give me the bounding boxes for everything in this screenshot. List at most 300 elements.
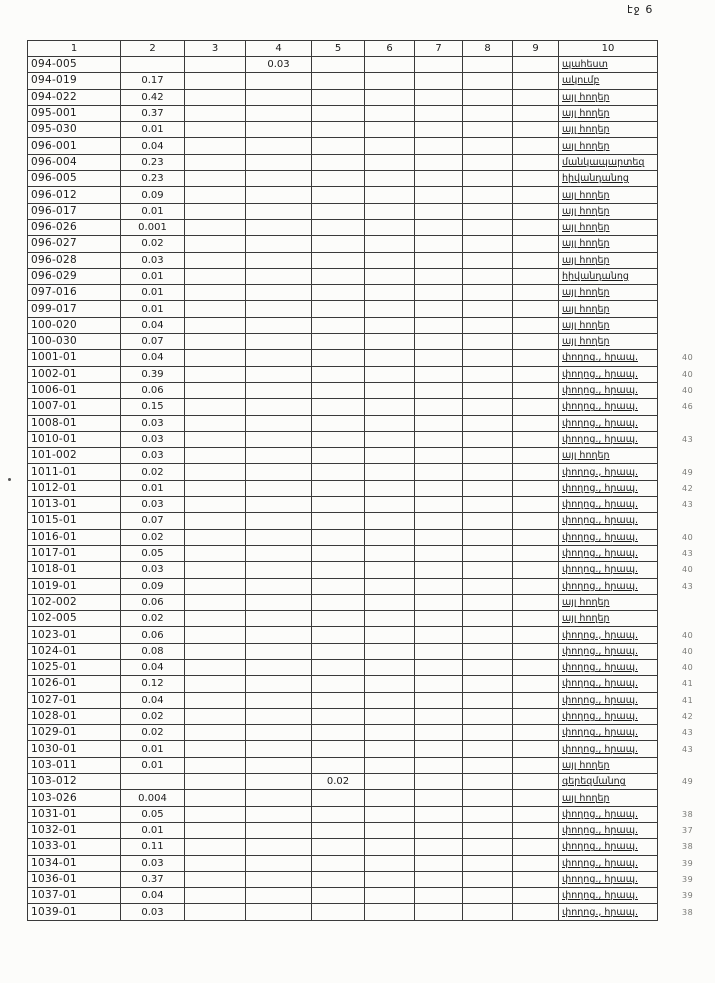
cell-col4 — [246, 594, 312, 610]
cell-col2: 0.11 — [121, 839, 185, 855]
cell-col8 — [463, 545, 513, 561]
cell-col9 — [513, 692, 559, 708]
cell-col7 — [415, 464, 463, 480]
margin-note: 38 — [682, 809, 694, 819]
cell-col5 — [312, 725, 365, 741]
cell-col5 — [312, 545, 365, 561]
cell-col8 — [463, 594, 513, 610]
cell-col3 — [185, 725, 246, 741]
margin-note — [658, 236, 700, 252]
cell-col5 — [312, 138, 365, 154]
cell-col4 — [246, 545, 312, 561]
cell-col4 — [246, 252, 312, 268]
cell-col4 — [246, 659, 312, 675]
cell-col6 — [365, 757, 415, 773]
table-body — [28, 57, 700, 921]
cell-col1: 1017-01 — [28, 545, 121, 561]
table-row — [28, 839, 700, 855]
cell-col8 — [463, 415, 513, 431]
cell-col10: փողոց., հրապ. — [559, 366, 658, 382]
margin-note: 49 — [682, 777, 694, 787]
cell-col2: 0.04 — [121, 138, 185, 154]
table-row — [28, 627, 700, 643]
cell-col8 — [463, 268, 513, 284]
margin-note: 39 — [682, 858, 694, 868]
cell-col4 — [246, 497, 312, 513]
margin-note: 41 — [682, 679, 694, 689]
cell-col6 — [365, 464, 415, 480]
table-row — [28, 415, 700, 431]
cell-col6 — [365, 578, 415, 594]
cell-col10: փողոց., հրապ. — [559, 708, 658, 724]
cell-col9 — [513, 497, 559, 513]
cell-col10: պահեստ — [559, 57, 658, 73]
margin-note — [658, 219, 700, 235]
cell-col4 — [246, 187, 312, 203]
cell-col2: 0.07 — [121, 334, 185, 350]
cell-col4 — [246, 219, 312, 235]
cell-col4 — [246, 725, 312, 741]
cell-col2: 0.001 — [121, 219, 185, 235]
cell-col2: 0.03 — [121, 562, 185, 578]
cell-col2: 0.09 — [121, 187, 185, 203]
cell-col6 — [365, 692, 415, 708]
margin-note: 39 — [682, 891, 694, 901]
cell-col6 — [365, 252, 415, 268]
table-header-row — [28, 41, 700, 57]
cell-col3 — [185, 366, 246, 382]
cell-col4 — [246, 317, 312, 333]
cell-col10: այլ հողեր — [559, 105, 658, 121]
cell-col6 — [365, 187, 415, 203]
cell-col9 — [513, 350, 559, 366]
table-row — [28, 154, 700, 170]
margin-note: 42 — [682, 483, 694, 493]
cell-col6 — [365, 839, 415, 855]
cell-col1: 1027-01 — [28, 692, 121, 708]
cell-col6 — [365, 301, 415, 317]
table-row — [28, 871, 700, 887]
cell-col2: 0.08 — [121, 643, 185, 659]
cell-col1: 1034-01 — [28, 855, 121, 871]
cell-col4 — [246, 350, 312, 366]
table-row — [28, 464, 700, 480]
cell-col5 — [312, 627, 365, 643]
cell-col9 — [513, 252, 559, 268]
cell-col3 — [185, 138, 246, 154]
margin-note — [658, 268, 700, 284]
cell-col3 — [185, 871, 246, 887]
cell-col10: փողոց., հրապ. — [559, 415, 658, 431]
cell-col1: 102-005 — [28, 611, 121, 627]
cell-col10: փողոց., հրապ. — [559, 350, 658, 366]
table-row — [28, 366, 700, 382]
cell-col10: փողոց., հրապ. — [559, 578, 658, 594]
table-row — [28, 708, 700, 724]
cell-col5 — [312, 57, 365, 73]
cell-col7 — [415, 692, 463, 708]
cell-col4 — [246, 806, 312, 822]
cell-col5 — [312, 448, 365, 464]
cell-col7 — [415, 611, 463, 627]
cell-col7 — [415, 154, 463, 170]
cell-col1: 096-012 — [28, 187, 121, 203]
cell-col8 — [463, 382, 513, 398]
table-row — [28, 171, 700, 187]
cell-col5 — [312, 122, 365, 138]
cell-col9 — [513, 676, 559, 692]
cell-col10: այլ հողեր — [559, 236, 658, 252]
cell-col1: 096-017 — [28, 203, 121, 219]
cell-col5 — [312, 480, 365, 496]
table-row — [28, 594, 700, 610]
cell-col7 — [415, 219, 463, 235]
cell-col2: 0.004 — [121, 790, 185, 806]
cell-col7 — [415, 366, 463, 382]
cell-col4 — [246, 236, 312, 252]
table-row — [28, 105, 700, 121]
cell-col9 — [513, 431, 559, 447]
cell-col6 — [365, 219, 415, 235]
cell-col3 — [185, 676, 246, 692]
cell-col9 — [513, 757, 559, 773]
cell-col5 — [312, 236, 365, 252]
cell-col5 — [312, 822, 365, 838]
cell-col6 — [365, 366, 415, 382]
cell-col7 — [415, 529, 463, 545]
cell-col3 — [185, 154, 246, 170]
cell-col10: փողոց., հրապ. — [559, 855, 658, 871]
cell-col7 — [415, 350, 463, 366]
cell-col5 — [312, 741, 365, 757]
margin-note: 43 — [682, 728, 694, 738]
cell-col1: 094-022 — [28, 89, 121, 105]
cell-col7 — [415, 659, 463, 675]
cell-col4 — [246, 399, 312, 415]
cell-col4 — [246, 839, 312, 855]
cell-col9 — [513, 57, 559, 73]
cell-col5 — [312, 578, 365, 594]
cell-col2: 0.12 — [121, 676, 185, 692]
cell-col6 — [365, 790, 415, 806]
cell-col4 — [246, 822, 312, 838]
cell-col4 — [246, 154, 312, 170]
cell-col4 — [246, 448, 312, 464]
cell-col8 — [463, 725, 513, 741]
cell-col4 — [246, 105, 312, 121]
table-row — [28, 578, 700, 594]
cell-col6 — [365, 497, 415, 513]
cell-col8 — [463, 855, 513, 871]
cell-col1: 103-011 — [28, 757, 121, 773]
margin-note: 39 — [682, 874, 694, 884]
cell-col5 — [312, 187, 365, 203]
cell-col5 — [312, 888, 365, 904]
margin-note — [658, 448, 700, 464]
cell-col6 — [365, 855, 415, 871]
cell-col5 — [312, 334, 365, 350]
cell-col1: 1015-01 — [28, 513, 121, 529]
margin-note: 40 — [682, 353, 694, 363]
cell-col10: փողոց., հրապ. — [559, 643, 658, 659]
cell-col5 — [312, 594, 365, 610]
cell-col1: 103-012 — [28, 774, 121, 790]
cell-col2: 0.42 — [121, 89, 185, 105]
margin-header-spacer — [658, 41, 700, 57]
margin-note — [658, 89, 700, 105]
cell-col10: ակումբ — [559, 73, 658, 89]
cell-col3 — [185, 399, 246, 415]
cell-col7 — [415, 334, 463, 350]
margin-note — [658, 790, 700, 806]
cell-col1: 1018-01 — [28, 562, 121, 578]
table-row — [28, 203, 700, 219]
cell-col3 — [185, 741, 246, 757]
cell-col9 — [513, 708, 559, 724]
cell-col9 — [513, 219, 559, 235]
cell-col8 — [463, 643, 513, 659]
table-row — [28, 888, 700, 904]
cell-col2: 0.23 — [121, 171, 185, 187]
cell-col4 — [246, 871, 312, 887]
cell-col7 — [415, 252, 463, 268]
cell-col2: 0.04 — [121, 888, 185, 904]
cell-col7 — [415, 774, 463, 790]
cell-col1: 1011-01 — [28, 464, 121, 480]
cell-col6 — [365, 888, 415, 904]
cell-col6 — [365, 822, 415, 838]
cell-col9 — [513, 236, 559, 252]
cell-col10: այլ հողեր — [559, 757, 658, 773]
margin-note: 46 — [682, 402, 694, 412]
cell-col4 — [246, 73, 312, 89]
table-row — [28, 806, 700, 822]
cell-col2: 0.01 — [121, 741, 185, 757]
cell-col5 — [312, 659, 365, 675]
cell-col3 — [185, 643, 246, 659]
cell-col10: այլ հողեր — [559, 252, 658, 268]
cell-col7 — [415, 138, 463, 154]
cell-col10: այլ հողեր — [559, 122, 658, 138]
table-row — [28, 382, 700, 398]
cell-col8 — [463, 529, 513, 545]
cell-col3 — [185, 317, 246, 333]
cell-col6 — [365, 708, 415, 724]
cell-col7 — [415, 757, 463, 773]
cell-col10: հիվանդանոց — [559, 171, 658, 187]
cell-col9 — [513, 806, 559, 822]
cell-col7 — [415, 301, 463, 317]
cell-col3 — [185, 122, 246, 138]
cell-col9 — [513, 334, 559, 350]
cell-col7 — [415, 448, 463, 464]
cell-col6 — [365, 774, 415, 790]
cell-col1: 096-027 — [28, 236, 121, 252]
cell-col2: 0.39 — [121, 366, 185, 382]
cell-col2: 0.03 — [121, 252, 185, 268]
cell-col10: այլ հողեր — [559, 611, 658, 627]
cell-col9 — [513, 839, 559, 855]
table-row — [28, 219, 700, 235]
cell-col8 — [463, 138, 513, 154]
table-row — [28, 611, 700, 627]
cell-col9 — [513, 513, 559, 529]
cell-col2: 0.01 — [121, 268, 185, 284]
cell-col9 — [513, 871, 559, 887]
cell-col6 — [365, 122, 415, 138]
cell-col1: 094-005 — [28, 57, 121, 73]
cell-col9 — [513, 203, 559, 219]
cell-col2: 0.15 — [121, 399, 185, 415]
cell-col4 — [246, 855, 312, 871]
margin-note: 41 — [682, 695, 694, 705]
cell-col10: փողոց., հրապ. — [559, 741, 658, 757]
cell-col7 — [415, 122, 463, 138]
cell-col6 — [365, 676, 415, 692]
cell-col9 — [513, 594, 559, 610]
margin-note — [658, 757, 700, 773]
cell-col4 — [246, 774, 312, 790]
cell-col8 — [463, 448, 513, 464]
cell-col7 — [415, 741, 463, 757]
cell-col3 — [185, 855, 246, 871]
cell-col5 — [312, 105, 365, 121]
cell-col5 — [312, 399, 365, 415]
cell-col2: 0.04 — [121, 317, 185, 333]
cell-col1: 100-030 — [28, 334, 121, 350]
cell-col8 — [463, 839, 513, 855]
table-row — [28, 774, 700, 790]
cell-col5 — [312, 317, 365, 333]
cell-col7 — [415, 171, 463, 187]
cell-col6 — [365, 431, 415, 447]
cell-col8 — [463, 236, 513, 252]
cell-col7 — [415, 382, 463, 398]
cell-col1: 096-029 — [28, 268, 121, 284]
cell-col4 — [246, 301, 312, 317]
cell-col10: փողոց., հրապ. — [559, 659, 658, 675]
cell-col1: 1030-01 — [28, 741, 121, 757]
cell-col6 — [365, 57, 415, 73]
cell-col2 — [121, 57, 185, 73]
cell-col1: 096-028 — [28, 252, 121, 268]
table-row — [28, 643, 700, 659]
cell-col8 — [463, 334, 513, 350]
cell-col10: փողոց., հրապ. — [559, 839, 658, 855]
cell-col7 — [415, 285, 463, 301]
cell-col10: փողոց., հրապ. — [559, 904, 658, 920]
cell-col2: 0.02 — [121, 529, 185, 545]
cell-col9 — [513, 611, 559, 627]
cell-col8 — [463, 790, 513, 806]
cell-col5 — [312, 513, 365, 529]
margin-note — [658, 203, 700, 219]
cell-col8 — [463, 676, 513, 692]
cell-col9 — [513, 888, 559, 904]
cell-col10: այլ հողեր — [559, 334, 658, 350]
cell-col10: այլ հողեր — [559, 219, 658, 235]
cell-col10: փողոց., հրապ. — [559, 382, 658, 398]
cell-col8 — [463, 399, 513, 415]
cell-col9 — [513, 382, 559, 398]
cell-col8 — [463, 562, 513, 578]
table-row — [28, 89, 700, 105]
cell-col10: փողոց., հրապ. — [559, 480, 658, 496]
cell-col2: 0.03 — [121, 448, 185, 464]
cell-col4 — [246, 285, 312, 301]
cell-col8 — [463, 203, 513, 219]
cell-col6 — [365, 334, 415, 350]
cell-col3 — [185, 57, 246, 73]
cell-col4 — [246, 203, 312, 219]
margin-note — [658, 415, 700, 431]
cell-col8 — [463, 89, 513, 105]
cell-col8 — [463, 105, 513, 121]
cell-col2: 0.37 — [121, 871, 185, 887]
table-row — [28, 334, 700, 350]
cell-col7 — [415, 317, 463, 333]
margin-note: 38 — [682, 907, 694, 917]
cell-col4 — [246, 480, 312, 496]
cell-col6 — [365, 154, 415, 170]
cell-col9 — [513, 529, 559, 545]
cell-col3 — [185, 757, 246, 773]
cell-col1: 1007-01 — [28, 399, 121, 415]
cell-col1: 096-001 — [28, 138, 121, 154]
cell-col5 — [312, 154, 365, 170]
cell-col6 — [365, 871, 415, 887]
cell-col3 — [185, 562, 246, 578]
cell-col7 — [415, 594, 463, 610]
cell-col10: գերեզմանոց — [559, 774, 658, 790]
cell-col8 — [463, 611, 513, 627]
cell-col4 — [246, 611, 312, 627]
cell-col6 — [365, 806, 415, 822]
table-row — [28, 187, 700, 203]
cell-col9 — [513, 904, 559, 920]
table-row — [28, 855, 700, 871]
column-header: 3 — [185, 41, 246, 57]
table-row — [28, 790, 700, 806]
cell-col5 — [312, 89, 365, 105]
cell-col7 — [415, 643, 463, 659]
cell-col9 — [513, 741, 559, 757]
cell-col4 — [246, 334, 312, 350]
cell-col7 — [415, 562, 463, 578]
margin-note: 38 — [682, 842, 694, 852]
cell-col10: այլ հողեր — [559, 138, 658, 154]
cell-col1: 1037-01 — [28, 888, 121, 904]
cell-col1: 095-001 — [28, 105, 121, 121]
margin-note — [658, 57, 700, 73]
cell-col3 — [185, 708, 246, 724]
cell-col8 — [463, 57, 513, 73]
cell-col8 — [463, 219, 513, 235]
cell-col8 — [463, 513, 513, 529]
cell-col2: 0.02 — [121, 464, 185, 480]
table-row — [28, 659, 700, 675]
table-row — [28, 529, 700, 545]
margin-note — [658, 513, 700, 529]
cell-col4 — [246, 171, 312, 187]
cell-col10: փողոց., հրապ. — [559, 545, 658, 561]
cell-col8 — [463, 366, 513, 382]
column-header: 4 — [246, 41, 312, 57]
cell-col2: 0.01 — [121, 480, 185, 496]
cell-col6 — [365, 611, 415, 627]
cell-col8 — [463, 757, 513, 773]
cell-col9 — [513, 366, 559, 382]
